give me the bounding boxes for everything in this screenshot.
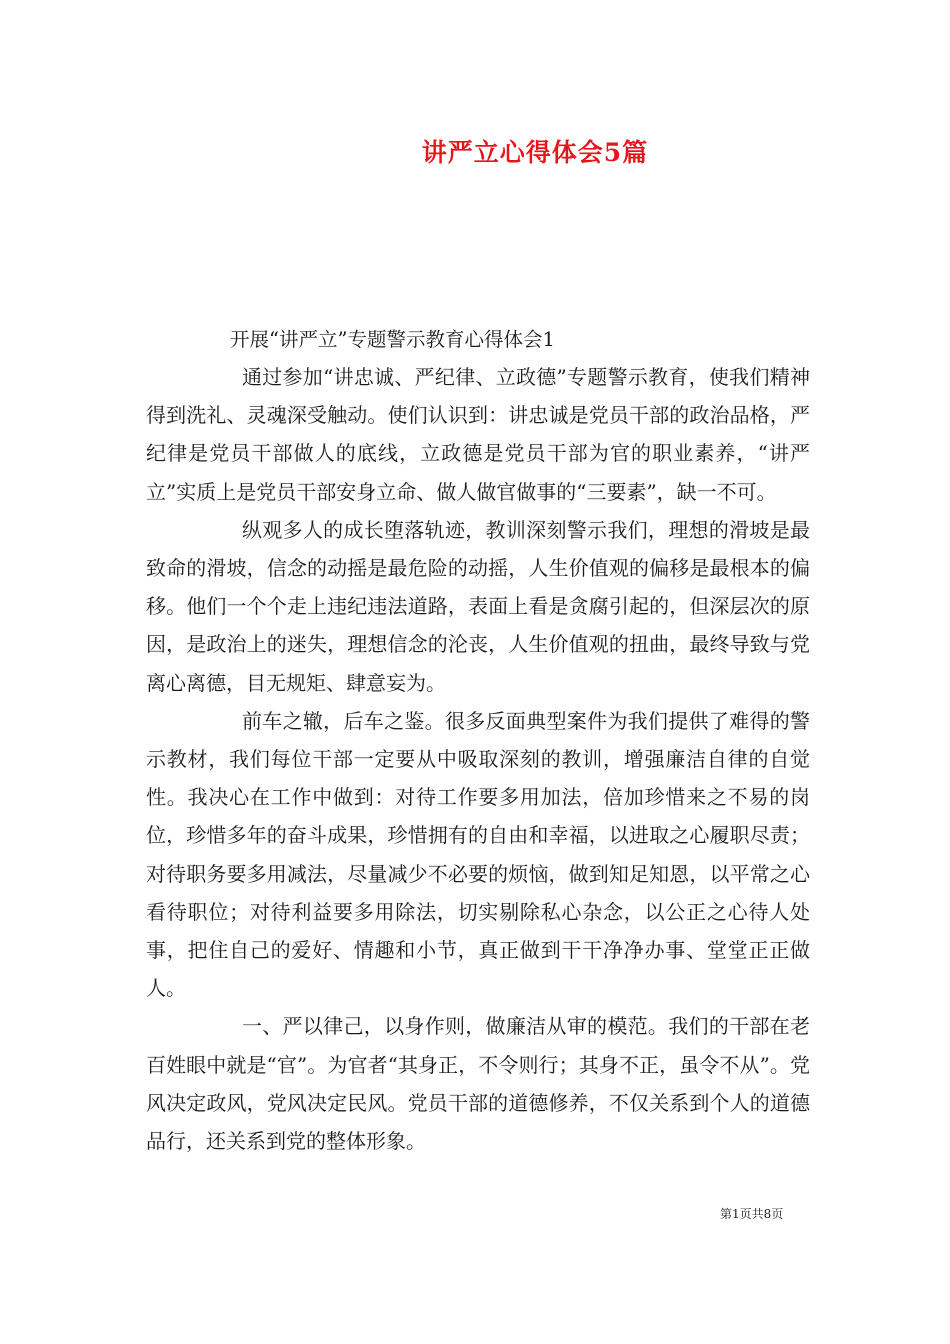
section-heading: 开展“讲严立”专题警示教育心得体会1 bbox=[230, 328, 555, 351]
paragraph: 前车之辙，后车之鉴。很多反面典型案件为我们提供了难得的警示教材，我们每位干部一定要从中吸取深刻的教训，增强廉洁自律的自觉性。我决心在工作中做到：对待工作要多用加法，倍加珍惜来之不易的岗位，珍惜多年的奋斗成果，珍惜拥有的自由和幸福，以进取之心履职尽责；对待职务要多用减法，尽量减少不必要的烦恼，做到知足知恩，以平常之心看待职位；对待利益要多用除法，切实剔除私心杂念，以公正之心待人处事，把住自己的爱好、情趣和小节，真正做到干干净净办事、堂堂正正做人。 bbox=[146, 708, 810, 1001]
paragraph: 通过参加“讲忠诚、严纪律、立政德”专题警示教育，使我们精神得到洗礼、灵魂深受触动。使们认识到：讲忠诚是党员干部的政治品格，严纪律是党员干部做人的底线，立政德是党员干部为官的职业素养，“讲严立”实质上是党员干部安身立命、做人做官做事的“三要素”，缺一不可。 bbox=[146, 365, 810, 504]
body-text bbox=[146, 358, 810, 1160]
paragraph: 一、严以律己，以身作则，做廉洁从审的模范。我们的干部在老百姓眼中就是“官”。为官者“其身正，不令则行；其身不正，虽令不从”。党风决定政风，党风决定民风。党员干部的道德修养，不仅关系到个人的道德品行，还关系到党的整体形象。 bbox=[146, 1014, 810, 1154]
paragraph: 纵观多人的成长堕落轨迹，教训深刻警示我们，理想的滑坡是最致命的滑坡，信念的动摇是最危险的动摇，人生价值观的偏移是最根本的偏移。他们一个个走上违纪违法道路，表面上看是贪腐引起的，但深层次的原因，是政治上的迷失，理想信念的沦丧，人生价值观的扭曲，最终导致与党离心离德，目无规矩、肆意妄为。 bbox=[146, 517, 810, 695]
page-number-footer: 第1页共8页 bbox=[720, 1207, 784, 1221]
document-title: 讲严立心得体会5篇 bbox=[421, 138, 649, 167]
